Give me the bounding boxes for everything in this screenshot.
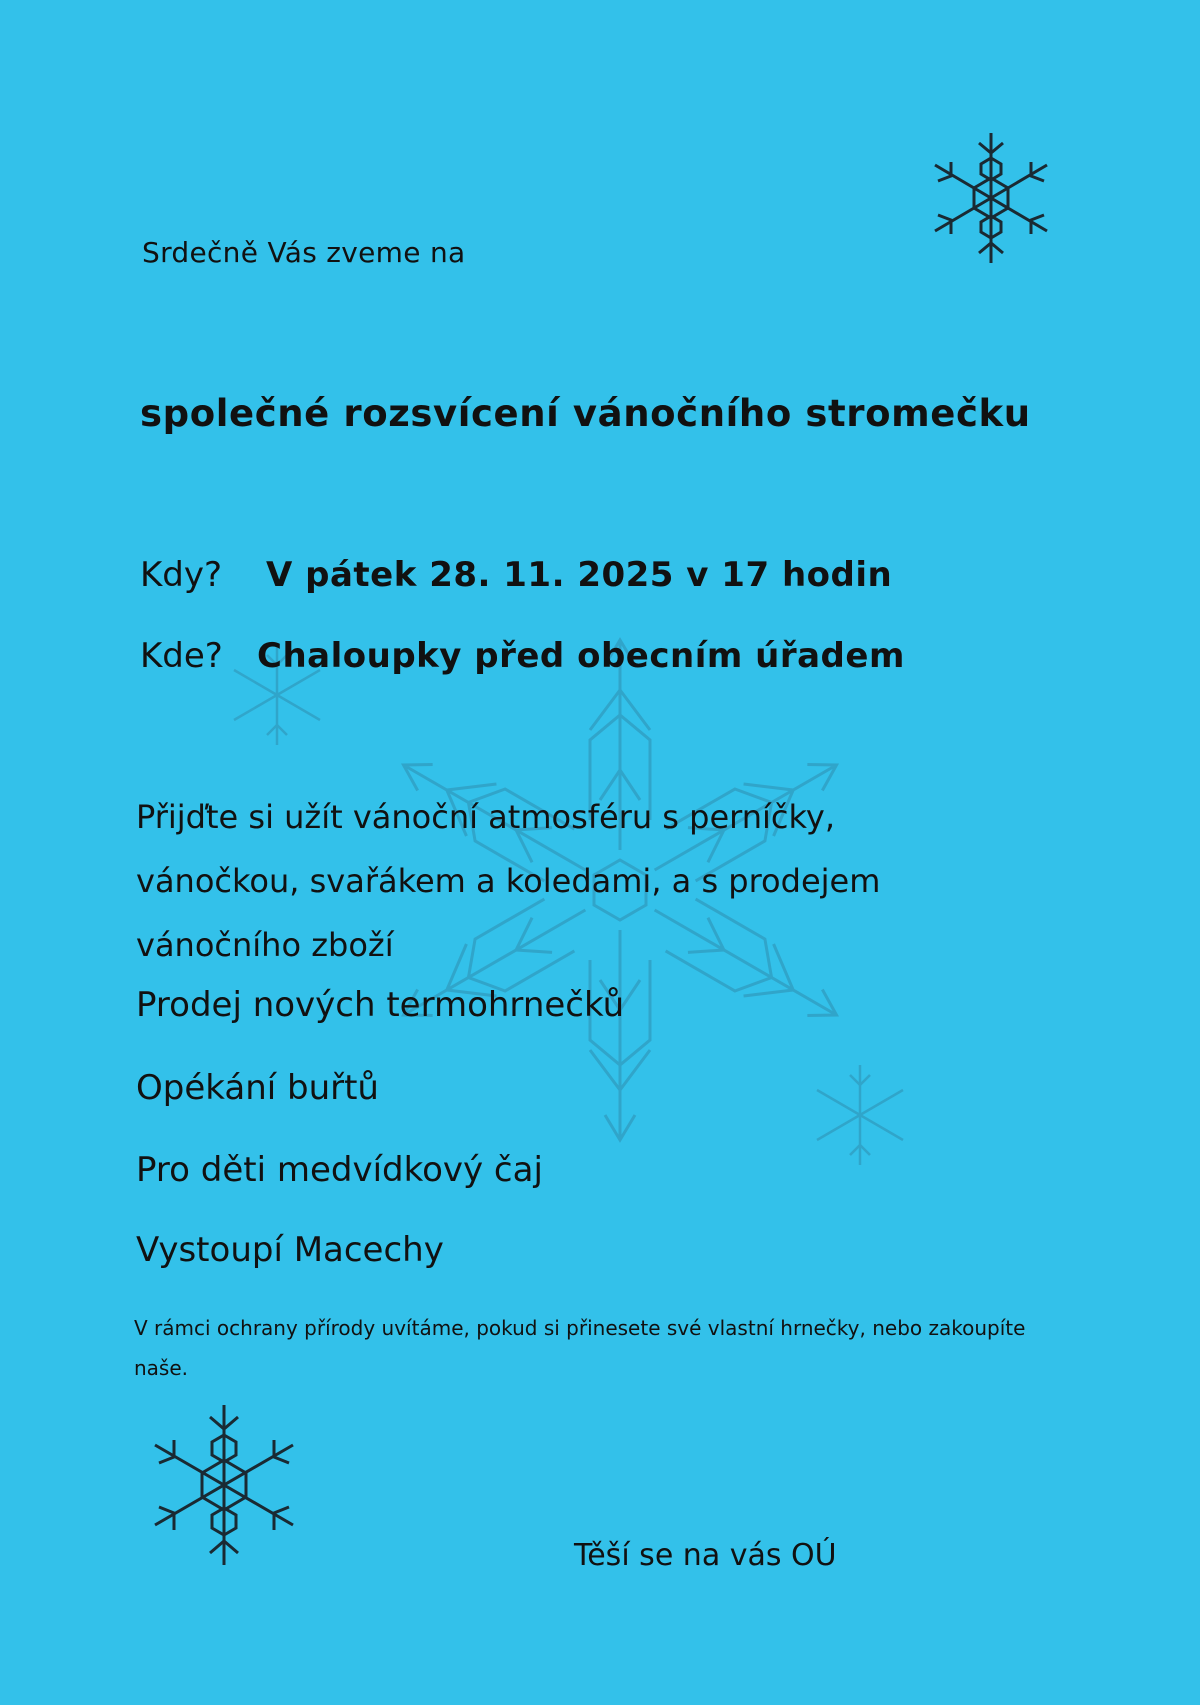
- snowflake-icon: [916, 128, 1066, 268]
- page-title: společné rozsvícení vánočního stromečku: [140, 392, 1031, 435]
- program-item: Opékání buřtů: [136, 1068, 379, 1108]
- invitation-intro: Srdečně Vás zveme na: [142, 236, 466, 269]
- program-item: Pro děti medvídkový čaj: [136, 1150, 543, 1190]
- signature: Těší se na vás OÚ: [574, 1538, 837, 1573]
- program-intro: Přijďte si užít vánoční atmosféru s perníčky, vánočkou, svařákem a koledami, a s prodejem vánočního zboží: [136, 798, 881, 964]
- snowflake-icon: [805, 1060, 915, 1170]
- program-item: Vystoupí Macechy: [136, 1230, 444, 1270]
- program-item: Prodej nových termohrnečků: [136, 985, 625, 1025]
- where-label: Kde?: [140, 636, 223, 676]
- when-value: V pátek 28. 11. 2025 v 17 hodin: [266, 555, 893, 595]
- snowflake-icon: [132, 1400, 317, 1570]
- eco-note: V rámci ochrany přírody uvítáme, pokud si přinesete své vlastní hrnečky, nebo zakoupíte naše.: [134, 1316, 1026, 1380]
- when-label: Kdy?: [140, 555, 223, 595]
- where-value: Chaloupky před obecním úřadem: [257, 636, 905, 676]
